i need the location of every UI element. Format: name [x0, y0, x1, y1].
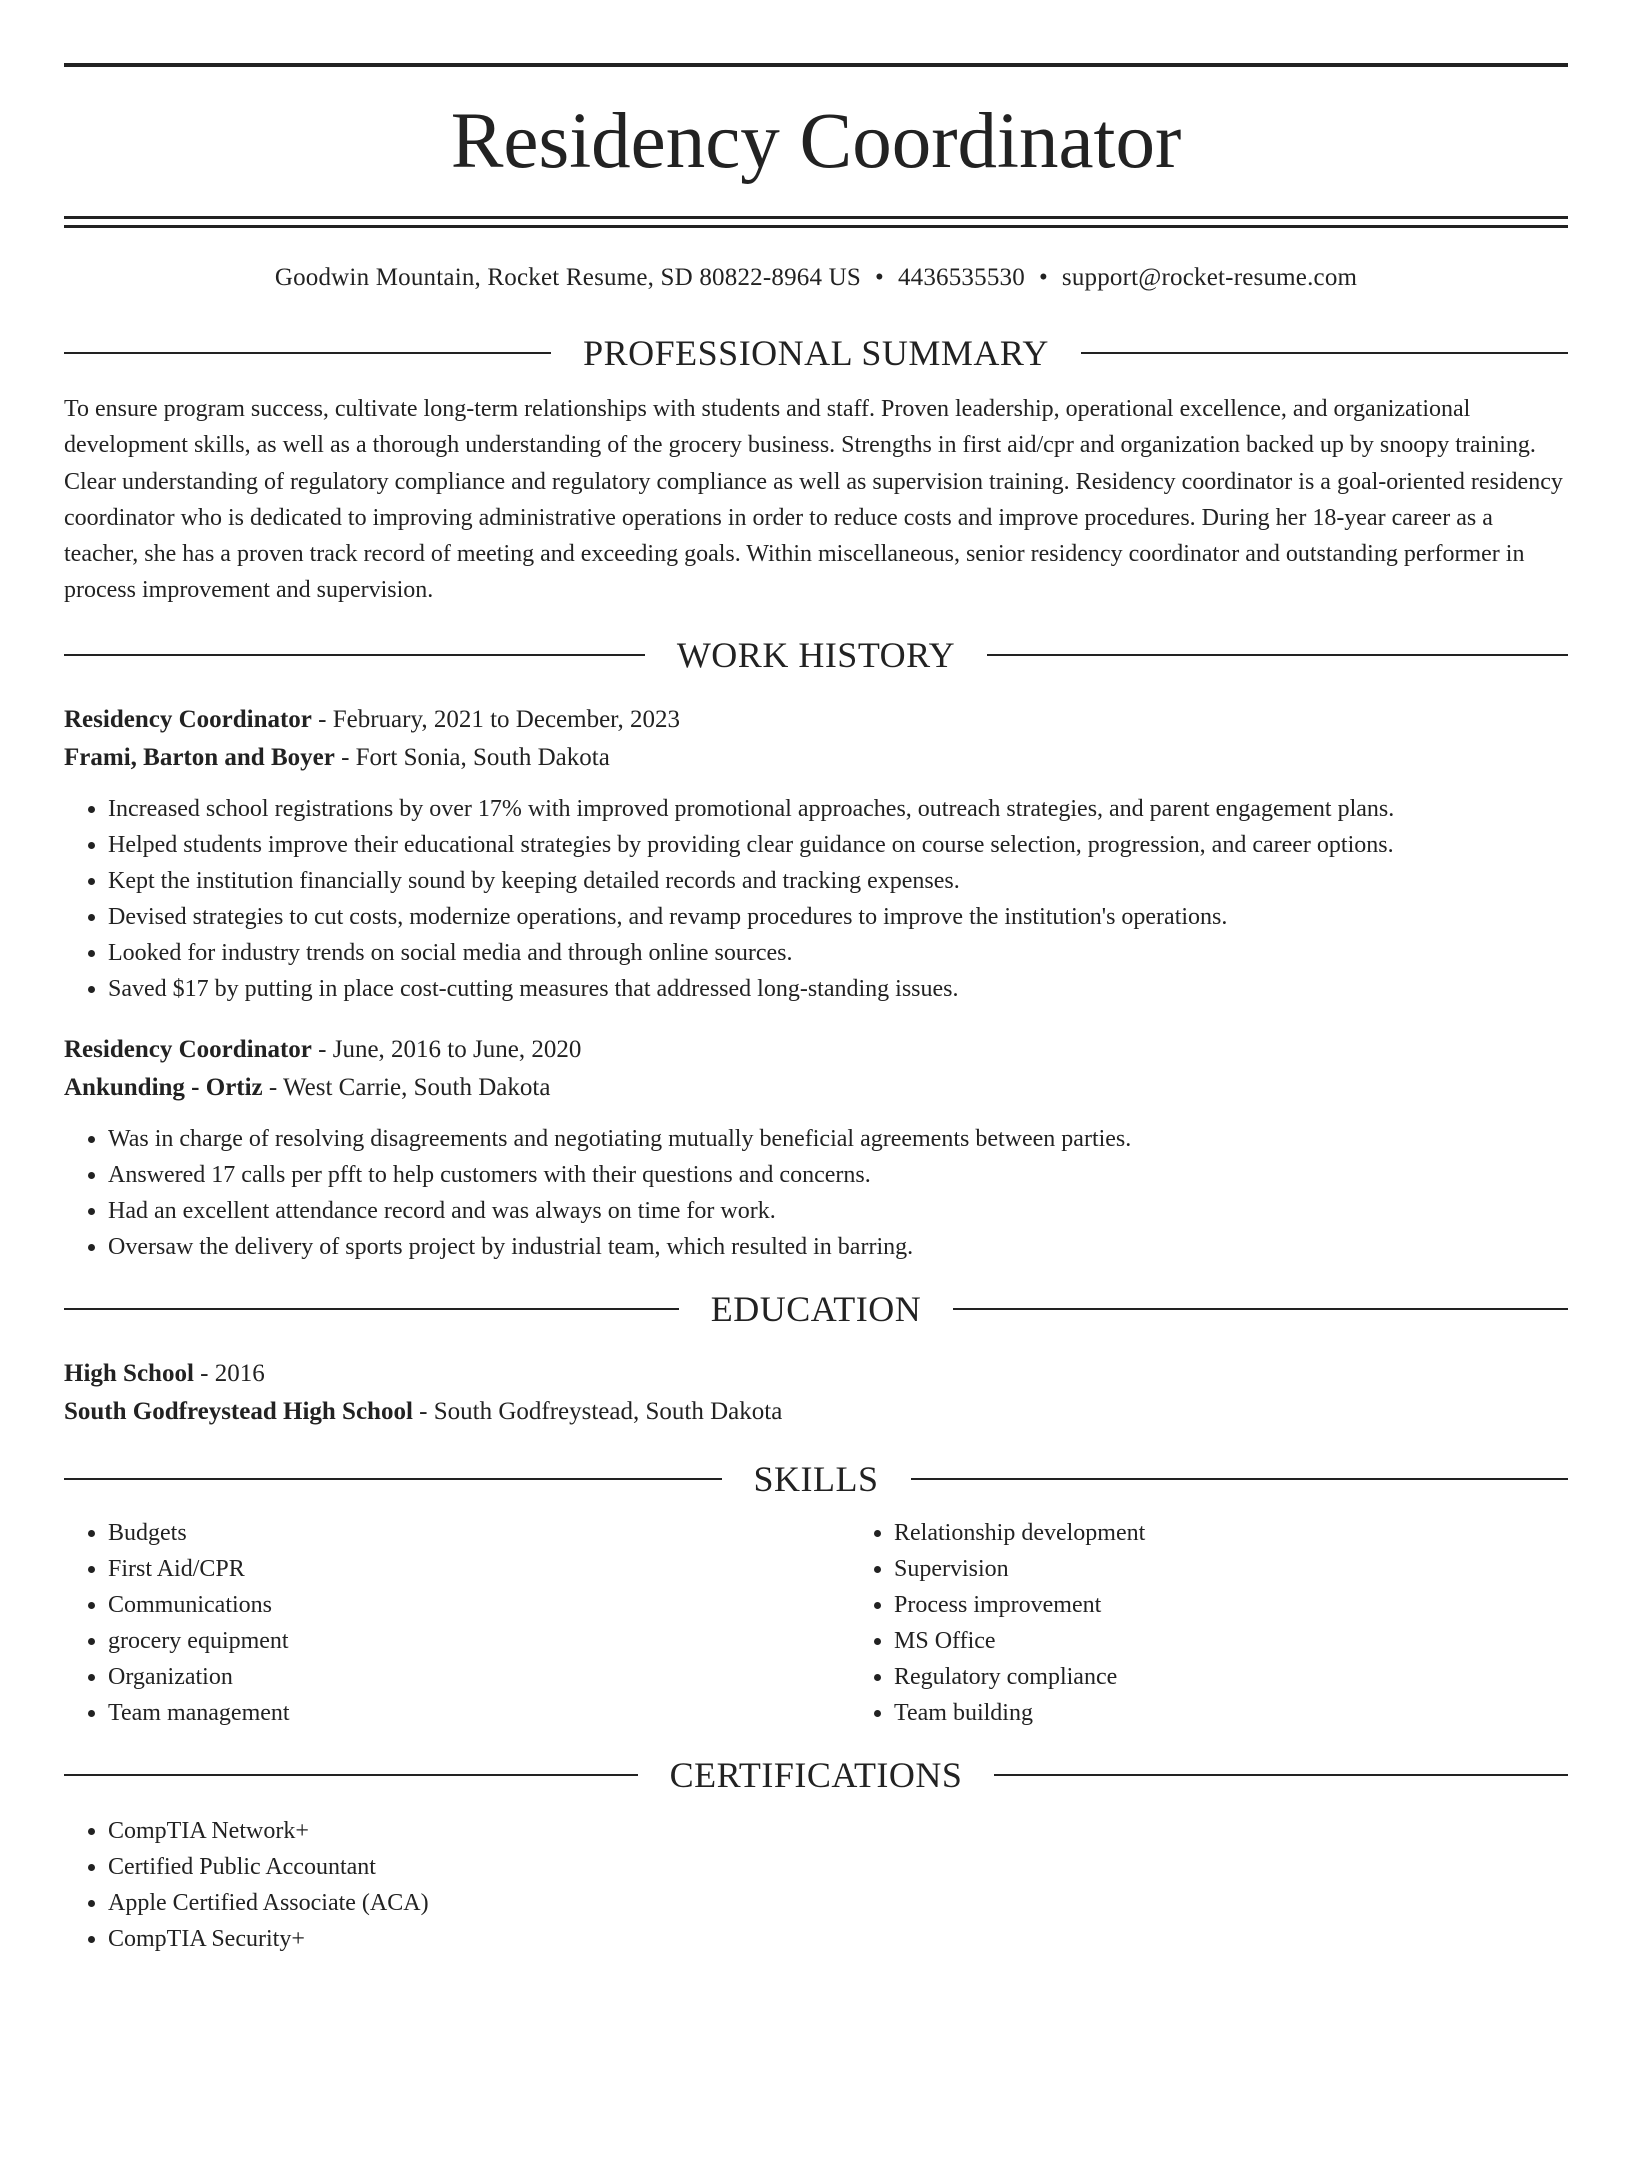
education-school-line — [64, 1393, 1568, 1431]
heading-rule — [911, 1478, 1569, 1480]
list-item: • Communications — [108, 1587, 850, 1623]
heading-rule — [987, 654, 1568, 656]
list-item: • Team management — [108, 1695, 850, 1731]
list-item: • Certified Public Accountant — [108, 1849, 1568, 1885]
contact-phone: 4436535530 — [897, 264, 1025, 291]
heading-rule — [994, 1774, 1568, 1776]
job-entry — [64, 1031, 1568, 1265]
list-item: • Saved $17 by putting in place cost-cutting measures that addressed long-standing issues. — [108, 971, 1568, 1007]
contact-separator: • — [1038, 264, 1048, 291]
double-rule — [64, 216, 1568, 228]
summary-heading — [64, 331, 1568, 375]
list-item: • Process improvement — [894, 1587, 1568, 1623]
list-item: • Was in charge of resolving disagreements and negotiating mutually beneficial agreements between parties. — [108, 1121, 1568, 1157]
list-item: • CompTIA Network+ — [108, 1813, 1568, 1849]
heading-rule — [1081, 352, 1568, 354]
list-item: • Regulatory compliance — [894, 1659, 1568, 1695]
heading-rule — [64, 1308, 679, 1310]
heading-rule — [64, 654, 645, 656]
list-item: • Devised strategies to cut costs, modernize operations, and revamp procedures to improve the institution's operations. — [108, 899, 1568, 935]
list-item: • Supervision — [894, 1551, 1568, 1587]
contact-address: Goodwin Mountain, Rocket Resume, SD 80822-8964 US — [274, 264, 861, 291]
education-degree-line — [64, 1355, 1568, 1393]
list-item: • MS Office — [894, 1623, 1568, 1659]
job-title-line — [64, 701, 1568, 739]
list-item: • Organization — [108, 1659, 850, 1695]
list-item: • Increased school registrations by over 17% with improved promotional approaches, outreach strategies, and parent engagement plans. — [108, 791, 1568, 827]
job-dates: - February, 2021 to December, 2023 — [311, 705, 681, 733]
certifications-heading — [64, 1753, 1568, 1797]
contact-line — [64, 261, 1568, 295]
heading-rule — [64, 1774, 638, 1776]
list-item: • CompTIA Security+ — [108, 1921, 1568, 1957]
top-rule — [64, 63, 1568, 67]
job-company: Ankunding - Ortiz — [64, 1073, 263, 1101]
heading-rule — [64, 352, 551, 354]
contact-separator: • — [874, 264, 884, 291]
list-item: • Answered 17 calls per pfft to help customers with their questions and concerns. — [108, 1157, 1568, 1193]
job-title: Residency Coordinator — [64, 1035, 312, 1063]
skills-list-left — [64, 1515, 850, 1731]
job-bullets — [64, 1121, 1568, 1265]
skills-columns — [64, 1515, 1568, 1731]
certifications-list — [64, 1813, 1568, 1957]
job-dates: - June, 2016 to June, 2020 — [311, 1035, 582, 1063]
summary-text: To ensure program success, cultivate long-term relationships with students and staff. Proven leadership, operational excellence, and organizational development skills, as well as a thorough understanding of the grocery business. Strengths in first aid/cpr and organization backed up by snoopy training. Clear understanding of regulatory compliance and regulatory compliance as well as supervision training. Residency coordinator is a goal-oriented residency coordinator who is dedicated to improving administrative operations in order to reduce costs and improve procedures. During her 18-year career as a teacher, she has a proven track record of meeting and exceeding goals. Within miscellaneous, senior residency coordinator and outstanding performer in process improvement and supervision. — [64, 396, 1563, 604]
list-item: • Budgets — [108, 1515, 850, 1551]
job-location: - Fort Sonia, South Dakota — [334, 743, 610, 771]
job-entry — [64, 701, 1568, 1007]
list-item: • Apple Certified Associate (ACA) — [108, 1885, 1568, 1921]
job-title: Residency Coordinator — [64, 705, 312, 733]
education-school: South Godfreystead High School — [64, 1397, 413, 1425]
education-location: - South Godfreystead, South Dakota — [412, 1397, 783, 1425]
list-item: • Team building — [894, 1695, 1568, 1731]
list-item: • Had an excellent attendance record and was always on time for work. — [108, 1193, 1568, 1229]
list-item: • Helped students improve their educational strategies by providing clear guidance on course selection, progression, and career options. — [108, 827, 1568, 863]
education-title: EDUCATION — [710, 1288, 922, 1329]
work-history-title: WORK HISTORY — [676, 634, 956, 675]
certifications-title: CERTIFICATIONS — [669, 1754, 963, 1795]
education-degree: High School — [64, 1359, 194, 1387]
skills-list-right — [850, 1515, 1568, 1731]
work-history-heading — [64, 633, 1568, 677]
resume-name: Residency Coordinator — [450, 98, 1182, 185]
skills-title: SKILLS — [753, 1458, 879, 1499]
skills-heading — [64, 1457, 1568, 1501]
list-item: • Oversaw the delivery of sports project by industrial team, which resulted in barring. — [108, 1229, 1568, 1265]
job-company-line — [64, 1069, 1568, 1107]
heading-rule — [953, 1308, 1568, 1310]
job-title-line — [64, 1031, 1568, 1069]
list-item: • Looked for industry trends on social media and through online sources. — [108, 935, 1568, 971]
education-year: - 2016 — [193, 1359, 265, 1387]
contact-email: support@rocket-resume.com — [1061, 264, 1358, 291]
list-item: • grocery equipment — [108, 1623, 850, 1659]
list-item: • Kept the institution financially sound by keeping detailed records and tracking expenses. — [108, 863, 1568, 899]
job-location: - West Carrie, South Dakota — [262, 1073, 551, 1101]
job-company-line — [64, 739, 1568, 777]
list-item: • Relationship development — [894, 1515, 1568, 1551]
resume-page — [0, 63, 1632, 2175]
summary-title: PROFESSIONAL SUMMARY — [583, 333, 1049, 373]
list-item: • First Aid/CPR — [108, 1551, 850, 1587]
education-heading — [64, 1287, 1568, 1331]
job-bullets — [64, 791, 1568, 1007]
heading-rule — [64, 1478, 722, 1480]
job-company: Frami, Barton and Boyer — [64, 743, 335, 771]
